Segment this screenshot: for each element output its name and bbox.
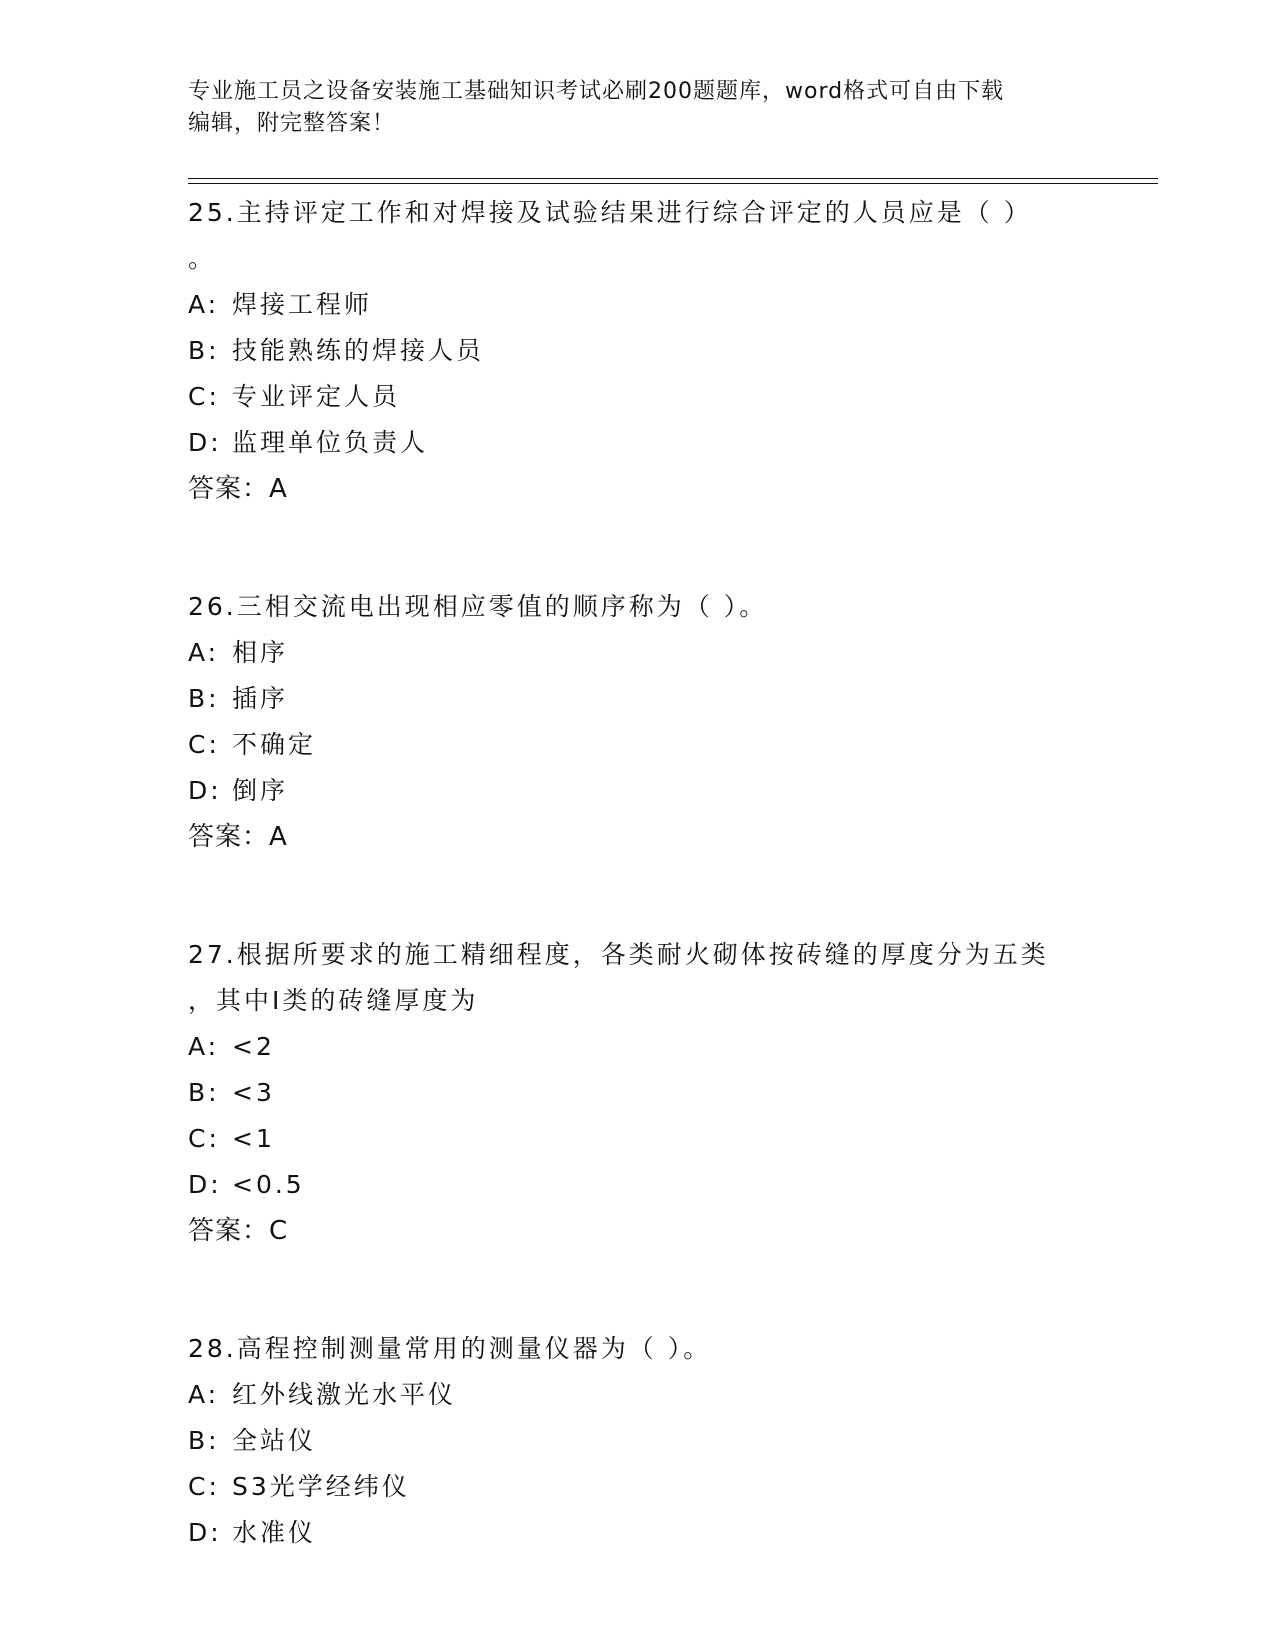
option-text: 水准仪 bbox=[232, 1518, 317, 1547]
option-key: C: bbox=[188, 1472, 220, 1501]
option-text: 焊接工程师 bbox=[232, 290, 373, 319]
header-line-2: 编辑，附完整答案！ bbox=[188, 111, 396, 136]
answer-label: 答案：C bbox=[188, 1216, 289, 1246]
option-key: D: bbox=[188, 1518, 222, 1547]
question-28 bbox=[188, 1326, 1148, 1556]
question-25 bbox=[188, 190, 1148, 512]
option-text: 全站仪 bbox=[232, 1426, 317, 1455]
option-a bbox=[188, 282, 1148, 328]
document-header bbox=[188, 76, 1088, 140]
option-text: 插序 bbox=[232, 684, 289, 713]
header-divider-bottom bbox=[188, 183, 1158, 184]
option-key: D: bbox=[188, 1170, 222, 1199]
option-d bbox=[188, 1510, 1148, 1556]
question-27 bbox=[188, 932, 1148, 1254]
option-c bbox=[188, 1464, 1148, 1510]
option-key: D: bbox=[188, 428, 222, 457]
option-d bbox=[188, 1162, 1148, 1208]
option-key: C: bbox=[188, 1124, 220, 1153]
answer-label: 答案：A bbox=[188, 822, 288, 852]
option-b bbox=[188, 328, 1148, 374]
option-key: A: bbox=[188, 290, 220, 319]
option-text: <3 bbox=[232, 1078, 275, 1107]
question-stem: 26.三相交流电出现相应零值的顺序称为（ ）。 bbox=[188, 592, 768, 621]
option-text: <0.5 bbox=[232, 1170, 305, 1199]
option-key: A: bbox=[188, 1380, 220, 1409]
option-c bbox=[188, 374, 1148, 420]
option-text: 倒序 bbox=[232, 776, 289, 805]
header-divider-top bbox=[188, 178, 1158, 179]
option-key: C: bbox=[188, 382, 220, 411]
question-list bbox=[188, 190, 1148, 1628]
option-text: 技能熟练的焊接人员 bbox=[232, 336, 485, 365]
option-key: D: bbox=[188, 776, 222, 805]
question-stem-continued: 。 bbox=[188, 244, 217, 273]
question-stem: 27.根据所要求的施工精细程度，各类耐火砌体按砖缝的厚度分为五类 bbox=[188, 940, 1049, 969]
header-line-1: 专业施工员之设备安装施工基础知识考试必刷200题题库，word格式可自由下载 bbox=[188, 79, 1005, 104]
option-d bbox=[188, 420, 1148, 466]
option-key: B: bbox=[188, 336, 220, 365]
question-stem-continued: ，其中Ⅰ类的砖缝厚度为 bbox=[188, 986, 479, 1015]
answer-label: 答案：A bbox=[188, 474, 288, 504]
option-c bbox=[188, 722, 1148, 768]
option-text: S3光学经纬仪 bbox=[232, 1472, 410, 1501]
option-text: 红外线激光水平仪 bbox=[232, 1380, 457, 1409]
option-text: 监理单位负责人 bbox=[232, 428, 429, 457]
option-c bbox=[188, 1116, 1148, 1162]
option-key: B: bbox=[188, 1078, 220, 1107]
option-key: C: bbox=[188, 730, 220, 759]
option-a bbox=[188, 630, 1148, 676]
option-d bbox=[188, 768, 1148, 814]
option-text: 专业评定人员 bbox=[232, 382, 401, 411]
question-stem: 25.主持评定工作和对焊接及试验结果进行综合评定的人员应是（ ） bbox=[188, 198, 1032, 227]
question-26 bbox=[188, 584, 1148, 860]
question-stem: 28.高程控制测量常用的测量仪器为（ ）。 bbox=[188, 1334, 712, 1363]
option-key: B: bbox=[188, 1426, 220, 1455]
option-text: 不确定 bbox=[232, 730, 317, 759]
option-text: <1 bbox=[232, 1124, 275, 1153]
option-key: B: bbox=[188, 684, 220, 713]
option-text: <2 bbox=[232, 1032, 275, 1061]
option-key: A: bbox=[188, 638, 220, 667]
option-b bbox=[188, 1070, 1148, 1116]
option-text: 相序 bbox=[232, 638, 289, 667]
option-key: A: bbox=[188, 1032, 220, 1061]
option-a bbox=[188, 1372, 1148, 1418]
option-b bbox=[188, 1418, 1148, 1464]
option-a bbox=[188, 1024, 1148, 1070]
option-b bbox=[188, 676, 1148, 722]
